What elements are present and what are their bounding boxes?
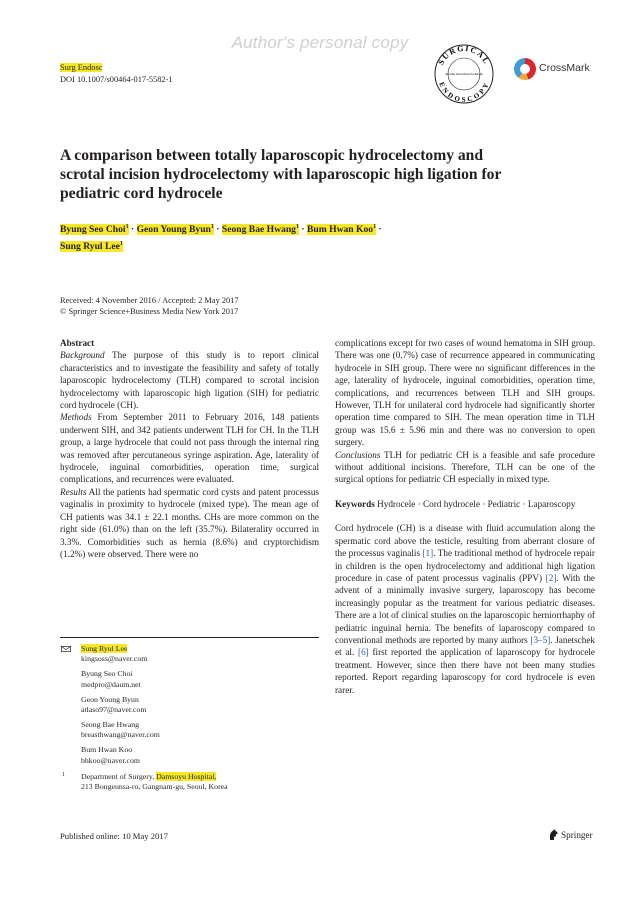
contact-name: Byung Seo Choi (81, 669, 133, 679)
introduction-paragraph: Cord hydrocele (CH) is a disease with fluid accumulation along the spermatic cord above the testicle, resulting from aberrant closure of the processus vaginalis [1]. The traditional method of hydrocele repair in children is the open hydrocelectomy and additional high ligation procedure in case of patent processus vaginalis (PPV) [2]. With the advent of a minimally invasive surgery, laparoscopy has become increasingly popular as the treatment for various pediatric diseases. There are a lot of clinical studies on the laparoscopic herniorrhaphy of pediatric inguinal hernia. The benefits of laparoscopy compared to conventional methods are reported by many authors [3–5]. Janetschek et al. [6] first reported the application of laparoscopy for hydrocele treatment. However, since then there have not been many studies reported. Report regarding laparoscopy for cord hydrocele is even rarer. (335, 523, 596, 695)
footnote-divider (60, 637, 319, 638)
surgical-endoscopy-logo (433, 43, 495, 105)
keywords: Keywords Hydrocele · Cord hydrocele · Pediatric · Laparoscopy (335, 498, 576, 509)
contact-email[interactable]: medpro@daum.net (81, 679, 141, 689)
author-list: Byung Seo Choi$^1$ · Geon Young Byun$^1$ · Seong Bae Hwang$^1$ · Bum Hwan Koo$^1$ · Sung Ryul Lee$^1$ (60, 224, 382, 253)
contact-name: Seong Bae Hwang (81, 719, 140, 729)
contact-email[interactable]: bhkoo@naver.com (81, 755, 140, 765)
contact-entry (60, 669, 320, 690)
svg-text:ENDOSCOPY (437, 81, 491, 104)
contact-entry (60, 695, 320, 716)
springer-horse-icon (548, 829, 559, 841)
right-column (335, 337, 595, 696)
abstract-methods: Methods From September 2011 to February 2016, 148 patients underwent SIH, and 342 patients underwent TLH for CH. In the TLH group, a large hydrocele that could not pass through the internal ring was removed after percutaneous syringe aspiration. Age, laterality of hydrocele, inguinal comorbidities, operation time, surgical complications, and recurrences were evaluated. (60, 412, 320, 485)
abstract-results-start: Results All the patients had spermatic cord cysts and patent processus vaginalis in proximity to hydrocele (mixed type). The mean age of CH patients was 34.1 ± 22.1 months. CHs are more common on the right side (61.0%) than on the left (35.7%). Bilaterality occurred in 3.3%. Comorbidities such as hernia (8.6%) and cryptorchidism (1.2%) were observed. There were no (60, 486, 319, 559)
author-contacts (60, 644, 320, 793)
author[interactable]: Byung Seo Choi$^1$ (60, 224, 129, 236)
contact-name: Geon Young Byun (81, 694, 139, 704)
journal-name: Surg Endosc (60, 63, 103, 72)
reference-link[interactable]: [3–5] (530, 634, 551, 645)
copyright: © Springer Science+Business Media New York 2017 (60, 307, 239, 316)
abstract-background: Background The purpose of this study is to report clinical characteristics and to investigate the feasibility and safety of totally laparoscopic hydrocelectomy (TLH) compared to scrotal incision hydrocelectomy with laparoscopic high ligation (SIH) for pediatric cord hydrocele (CH). (60, 350, 319, 411)
author[interactable]: Geon Young Byun$^1$ (136, 224, 214, 236)
envelope-icon (61, 646, 71, 652)
article-title: A comparison between totally laparoscopic hydrocelectomy and scrotal incision hydrocelectomy with laparoscopic high ligation for pediatric cord hydrocele (60, 147, 502, 202)
reference-link[interactable]: [2] (545, 572, 557, 583)
publication-dates (60, 295, 239, 317)
abstract-conclusions: Conclusions TLH for pediatric CH is a feasible and safe procedure without additional incisions. Therefore, TLH can be one of the surgical options for pediatric CH especially in mixed type. (335, 449, 595, 485)
contact-name: Sung Ryul Lee (81, 644, 128, 653)
left-column (60, 337, 319, 560)
contact-name: Bum Hwan Koo (81, 745, 133, 755)
author[interactable]: Sung Ryul Lee$^1$ (60, 241, 123, 253)
contact-email[interactable]: breasthwang@naver.com (81, 730, 160, 740)
contact-entry (60, 644, 320, 665)
svg-text:SURGICAL (436, 44, 491, 67)
contact-email[interactable]: kingsoss@naver.com (81, 654, 148, 664)
contact-email[interactable]: atlaso97@naver.com (81, 705, 147, 715)
springer-label: Springer (561, 830, 593, 840)
received-accepted: Received: 4 November 2016 / Accepted: 2 May 2017 (60, 296, 239, 305)
affiliation: 1 Department of Surgery, Damsoyu Hospital, 213 Bongeunsa-ro, Gangnam-gu, Seoul, Korea (62, 772, 228, 792)
abstract-results-cont: complications except for two cases of wound hematoma in SIH group. There was one (0.7%) case of recurrence appeared in communicating hydrocele in SIH group. There were no significant differences in the age, laterality of hydrocele, inguinal comorbidities, operation time, complications, and recurrences between TLH and SIH groups. However, TLH for unilateral cord hydrocele had significantly shorter operation time compared to SIH. The mean operation time in TLH group was 15.6 ± 5.96 min and there was no conversion to open surgery. (335, 338, 595, 448)
reference-link[interactable]: [1] (422, 548, 434, 559)
logo-top-text: SURGICAL (436, 43, 492, 67)
springer-logo (548, 829, 593, 841)
author[interactable]: Seong Bae Hwang$^1$ (221, 224, 299, 236)
published-online: Published online: 10 May 2017 (60, 831, 168, 841)
crossmark-label: CrossMark (539, 62, 590, 74)
doi[interactable]: DOI 10.1007/s00464-017-5582-1 (60, 75, 173, 84)
author[interactable]: Bum Hwan Koo$^1$ (306, 224, 377, 236)
reference-link[interactable]: [6] (358, 647, 369, 658)
watermark: Author's personal copy (231, 33, 409, 52)
logo-center-text: and Other Interventional Techniques (445, 73, 483, 76)
abstract-heading: Abstract (60, 338, 95, 348)
logo-bottom-text: ENDOSCOPY (437, 80, 491, 104)
contact-entry (60, 745, 320, 766)
contact-entry (60, 720, 320, 741)
